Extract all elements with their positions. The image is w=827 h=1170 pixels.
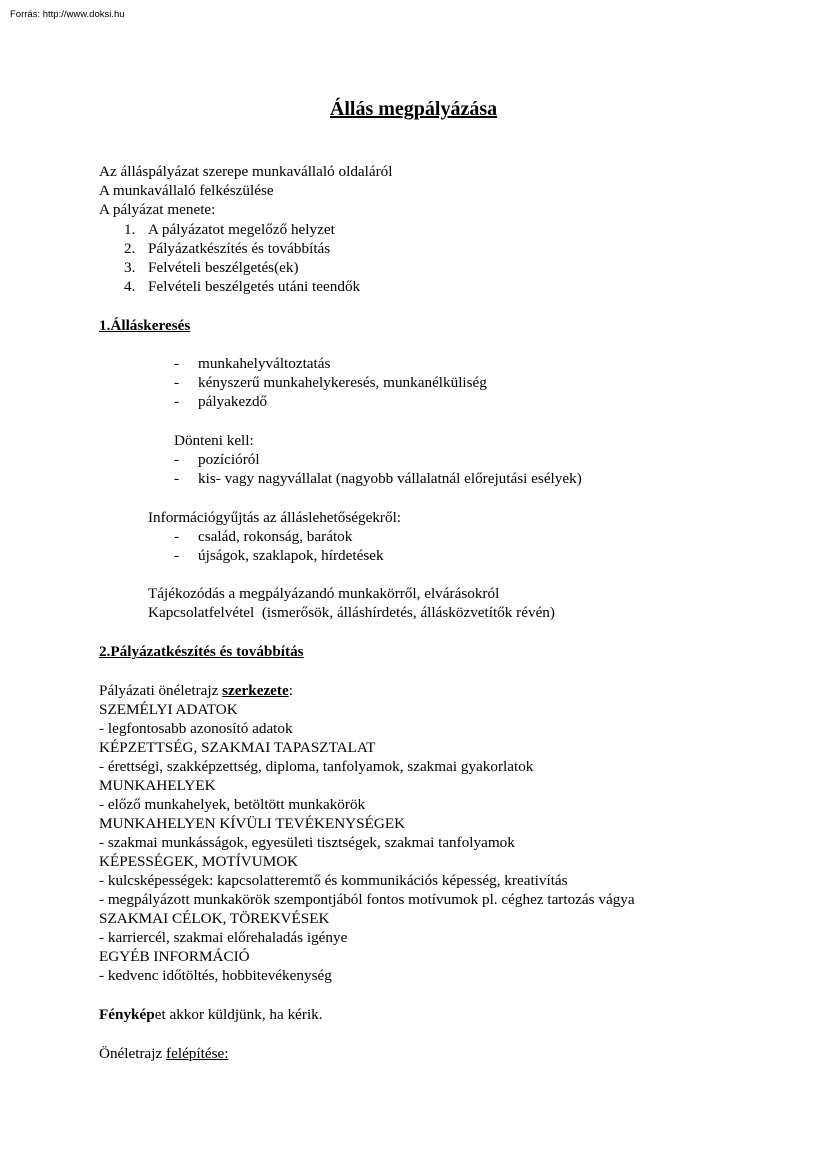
- dash-bullet: -: [174, 393, 180, 410]
- cv-intro-bold: szerkezete: [222, 682, 289, 699]
- intro-line: Az álláspályázat szerepe munkavállaló oldaláról: [99, 163, 393, 180]
- step-number: 3.: [124, 259, 136, 276]
- cv-line: KÉPZETTSÉG, SZAKMAI TAPASZTALAT: [99, 739, 376, 756]
- step-number: 1.: [124, 221, 136, 238]
- cv-line: - szakmai munkásságok, egyesületi tisztségek, szakmai tanfolyamok: [99, 834, 515, 851]
- photo-line: [99, 1005, 323, 1024]
- cv-line: MUNKAHELYEK: [99, 777, 216, 794]
- cv-line: KÉPESSÉGEK, MOTÍVUMOK: [99, 853, 299, 870]
- info-item: család, rokonság, barátok: [198, 528, 353, 545]
- intro-line: A pályázat menete:: [99, 201, 216, 218]
- cv-intro-prefix: Pályázati önéletrajz: [99, 682, 223, 699]
- cv-intro-suffix: :: [288, 682, 293, 699]
- cv-line: - legfontosabb azonosító adatok: [99, 720, 293, 737]
- orientation-line: Tájékozódás a megpályázandó munkakörről, elvárásokról: [148, 585, 500, 602]
- cv-line: MUNKAHELYEN KÍVÜLI TEVÉKENYSÉGEK: [99, 815, 406, 832]
- reason-item: kényszerű munkahelykeresés, munkanélküliség: [198, 374, 487, 391]
- section-1-heading: 1.Álláskeresés: [99, 317, 191, 334]
- step-number: 4.: [124, 278, 136, 295]
- cv-line: - előző munkahelyek, betöltött munkakörök: [99, 796, 366, 813]
- photo-rest: et akkor küldjünk, ha kérik.: [154, 1006, 323, 1023]
- step-text: Pályázatkészítés és továbbítás: [148, 240, 331, 257]
- decide-label: Dönteni kell:: [174, 432, 254, 449]
- step-text: Felvételi beszélgetés utáni teendők: [148, 278, 361, 295]
- decide-item: kis- vagy nagyvállalat (nagyobb vállalatnál előrejutási esélyek): [198, 470, 582, 487]
- decide-item: pozícióról: [198, 451, 260, 468]
- source-line: Forrás: http://www.doksi.hu: [10, 9, 125, 20]
- dash-bullet: -: [174, 470, 180, 487]
- info-label: Információgyűjtás az álláslehetőségekről:: [148, 509, 402, 526]
- dash-bullet: -: [174, 547, 180, 564]
- section-2-heading: 2.Pályázatkészítés és továbbítás: [99, 643, 304, 660]
- reason-item: munkahelyváltoztatás: [198, 355, 331, 372]
- page-title: Állás megpályázása: [329, 98, 498, 120]
- photo-bold: Fénykép: [99, 1006, 155, 1023]
- structure-underlined: felépítése:: [166, 1045, 229, 1062]
- step-number: 2.: [124, 240, 136, 257]
- cv-line: - karriercél, szakmai előrehaladás igénye: [99, 929, 348, 946]
- cv-line: - kulcsképességek: kapcsolatteremtő és kommunikációs képesség, kreativítás: [99, 872, 568, 889]
- dash-bullet: -: [174, 528, 180, 545]
- structure-prefix: Önéletrajz: [99, 1045, 167, 1062]
- cv-line: EGYÉB INFORMÁCIÓ: [99, 948, 250, 965]
- cv-line: SZAKMAI CÉLOK, TÖREKVÉSEK: [99, 910, 330, 927]
- step-text: A pályázatot megelőző helyzet: [148, 221, 335, 238]
- reason-item: pályakezdő: [198, 393, 268, 410]
- dash-bullet: -: [174, 451, 180, 468]
- contact-line: Kapcsolatfelvétel (ismerősök, álláshírdetés, állásközvetítők révén): [148, 604, 555, 621]
- dash-bullet: -: [174, 374, 180, 391]
- info-item: újságok, szaklapok, hírdetések: [198, 547, 384, 564]
- dash-bullet: -: [174, 355, 180, 372]
- structure-line: [99, 1044, 228, 1063]
- intro-line: A munkavállaló felkészülése: [99, 182, 274, 199]
- cv-line: - érettségi, szakképzettség, diploma, tanfolyamok, szakmai gyakorlatok: [99, 758, 534, 775]
- step-text: Felvételi beszélgetés(ek): [148, 259, 299, 276]
- cv-line: - kedvenc időtöltés, hobbitevékenység: [99, 967, 332, 984]
- cv-intro: [99, 681, 293, 700]
- cv-line: - megpályázott munkakörök szempontjából fontos motívumok pl. céghez tartozás vágya: [99, 891, 635, 908]
- cv-line: SZEMÉLYI ADATOK: [99, 701, 238, 718]
